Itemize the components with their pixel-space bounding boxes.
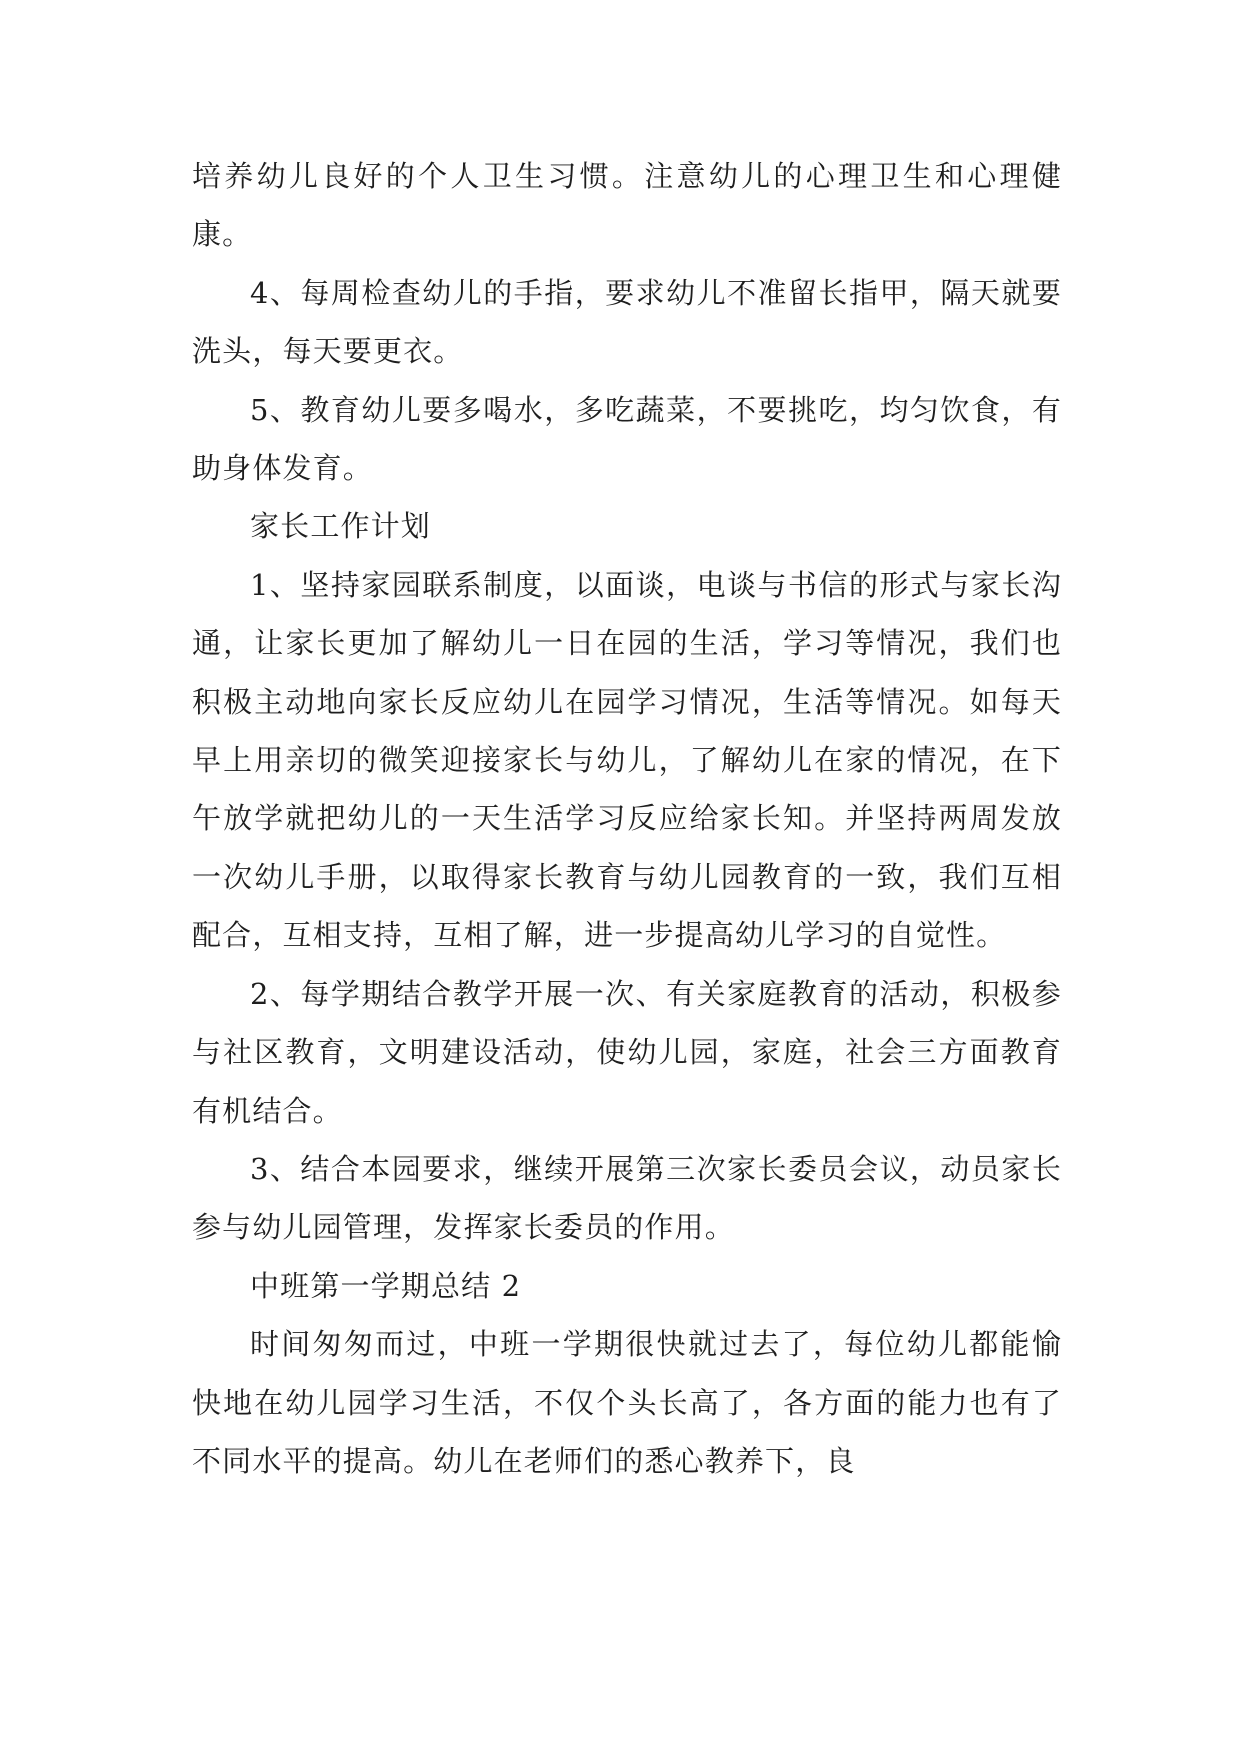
paragraph-parent-item-1: 1、坚持家园联系制度，以面谈，电谈与书信的形式与家长沟通，让家长更加了解幼儿一日在园的生活，学习等情况，我们也积极主动地向家长反应幼儿在园学习情况，生活等情况。如每天早上用亲切的微笑迎接家长与幼儿，了解幼儿在家的情况，在下午放学就把幼儿的一天生活学习反应给家长知。并坚持两周发放一次幼儿手册，以取得家长教育与幼儿园教育的一致，我们互相配合，互相支持，互相了解，进一步提高幼儿学习的自觉性。 — [192, 567, 1062, 953]
paragraph-summary-intro: 时间匆匆而过，中班一学期很快就过去了，每位幼儿都能愉快地在幼儿园学习生活，不仅个头长高了，各方面的能力也有了不同水平的提高。幼儿在老师们的悉心教养下，良 — [192, 1327, 1062, 1478]
section-heading-summary-2: 中班第一学期总结 2 — [250, 1268, 522, 1303]
paragraph-hygiene-continued: 培养幼儿良好的个人卫生习惯。注意幼儿的心理卫生和心理健康。 — [192, 159, 1062, 252]
section-heading-parent-work-plan: 家长工作计划 — [250, 509, 431, 544]
paragraph-parent-item-2: 2、每学期结合教学开展一次、有关家庭教育的活动，积极参与社区教育，文明建设活动，使幼儿园，家庭，社会三方面教育有机结合。 — [192, 976, 1062, 1128]
paragraph-item-5: 5、教育幼儿要多喝水，多吃蔬菜，不要挑吃，均匀饮食，有助身体发育。 — [192, 392, 1062, 486]
document-body — [192, 147, 1062, 1490]
paragraph-parent-item-3: 3、结合本园要求，继续开展第三次家长委员会议，动员家长参与幼儿园管理，发挥家长委员的作用。 — [192, 1151, 1062, 1245]
paragraph-item-4: 4、每周检查幼儿的手指，要求幼儿不准留长指甲，隔天就要洗头，每天要更衣。 — [192, 275, 1062, 369]
